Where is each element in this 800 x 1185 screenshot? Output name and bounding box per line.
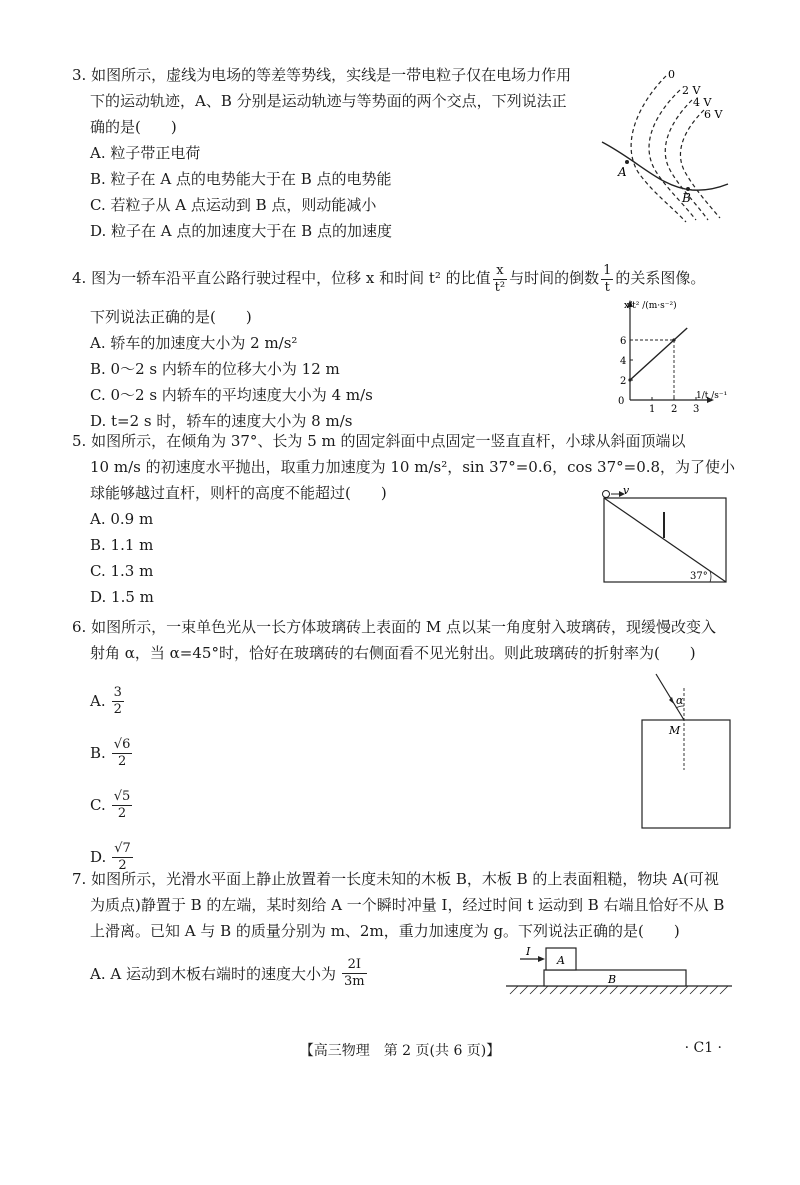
q6-stem-line: 6. 如图所示，一束单色光从一长方体玻璃砖上表面的 M 点以某一角度射入玻璃砖，现缓慢改变入 — [72, 618, 716, 636]
y-tick-label: 6 — [620, 336, 627, 347]
label-point-a: A — [618, 165, 627, 179]
label-point-b: B — [682, 191, 691, 205]
q4-stem-line-2: 下列说法正确的是( ) — [90, 308, 252, 326]
option-letter: C. — [90, 796, 106, 814]
q4-option-d: D. t=2 s 时，轿车的速度大小为 8 m/s — [90, 412, 353, 430]
q4-stem-after: 的关系图像。 — [615, 269, 706, 287]
angle-arc — [710, 571, 711, 582]
q4-option-a: A. 轿车的加速度大小为 2 m/s² — [90, 334, 298, 352]
frac-denominator: 2 — [113, 701, 122, 717]
q3-option-c: C. 若粒子从 A 点运动到 B 点，则动能减小 — [90, 196, 377, 214]
q3-stem-line: 确的是( ) — [90, 118, 177, 136]
frac-numerator: 2I — [342, 957, 367, 974]
option-letter: A. — [90, 692, 106, 710]
frac-denominator: 3m — [343, 973, 365, 989]
page-footer: 【高三物理 第 2 页(共 6 页)】 — [299, 1043, 501, 1059]
x-tick-label: 2 — [671, 404, 678, 415]
origin-label: 0 — [618, 396, 625, 407]
q4-chart — [610, 296, 740, 418]
q3-figure — [600, 62, 730, 232]
option-text: A. A 运动到木板右端时的速度大小为 — [90, 964, 336, 983]
frac-numerator: 1 — [603, 262, 612, 278]
q5-stem-line: 10 m/s 的初速度水平抛出，取重力加速度为 10 m/s²，sin 37°=0.6，cos 37°=0.8，为了使小 — [90, 458, 736, 476]
option-fraction — [342, 957, 367, 990]
q4-stem-line-1 — [72, 258, 760, 298]
label-0v: 0 — [668, 68, 675, 81]
q3-stem-line: 下的运动轨迹，A、B 分别是运动轨迹与等势面的两个交点，下列说法正 — [90, 92, 567, 110]
ball — [603, 491, 610, 498]
angle-label: 37° — [690, 571, 708, 582]
data-point — [672, 338, 675, 341]
option-fraction — [112, 737, 133, 770]
q5-option-d: D. 1.5 m — [90, 588, 154, 606]
frac-numerator: 3 — [113, 684, 122, 700]
point-m-label: M — [669, 724, 681, 737]
velocity-label: v — [623, 486, 630, 497]
x-tick-label: 1 — [649, 404, 656, 415]
option-fraction — [112, 685, 124, 718]
option-letter: D. — [90, 848, 107, 866]
frac-numerator: √5 — [113, 788, 131, 804]
impulse-arrow-head — [538, 956, 545, 962]
q3-option-d: D. 粒子在 A 点的加速度大于在 B 点的加速度 — [90, 222, 392, 240]
q4-stem-before: 4. 图为一轿车沿平直公路行驶过程中，位移 x 和时间 t² 的比值 — [72, 269, 491, 287]
label-4v: 4 V — [693, 96, 712, 109]
incident-ray-arrow — [669, 697, 674, 704]
data-point — [628, 378, 631, 381]
x-tick-label: 3 — [693, 404, 700, 415]
impulse-label: I — [526, 945, 531, 958]
q5-stem-line: 5. 如图所示，在倾角为 37°、长为 5 m 的固定斜面中点固定一竖直直杆，小球从斜面顶端以 — [72, 432, 686, 450]
option-fraction — [112, 789, 133, 822]
x-axis-label: 1/t /s⁻¹ — [696, 391, 728, 401]
alpha-label: α — [676, 694, 684, 707]
y-tick-label: 4 — [620, 356, 627, 367]
q3-option-b: B. 粒子在 A 点的电势能大于在 B 点的电势能 — [90, 170, 392, 188]
page-code: · C1 · — [684, 1040, 722, 1056]
label-6v: 6 V — [704, 108, 723, 121]
option-letter: B. — [90, 744, 106, 762]
q5-option-c: C. 1.3 m — [90, 562, 154, 580]
frac-denominator: 2 — [117, 753, 127, 769]
label-2v: 2 V — [682, 84, 701, 97]
q4-fraction-1-over-t — [601, 263, 613, 296]
q7-stem-line: 为质点)静置于 B 的左端，某时刻给 A 一个瞬时冲量 I，经过时间 t 运动到 B 右端且恰好不从 B — [90, 896, 725, 914]
q5-option-a: A. 0.9 m — [90, 510, 154, 528]
frac-numerator: √7 — [114, 840, 131, 856]
q5-stem-line: 球能够越过直杆，则杆的高度不能超过( ) — [90, 484, 387, 502]
point-a-dot — [625, 160, 629, 164]
q7-stem-line: 7. 如图所示，光滑水平面上静止放置着一长度未知的木板 B，木板 B 的上表面粗糙，物块 A(可视 — [72, 870, 719, 888]
frac-numerator: √6 — [113, 736, 131, 752]
y-axis-label: x/t² /(m·s⁻²) — [624, 301, 677, 311]
q3-option-a: A. 粒子带正电荷 — [90, 144, 201, 162]
q5-figure — [598, 486, 730, 588]
q4-option-b: B. 0～2 s 内轿车的位移大小为 12 m — [90, 360, 340, 378]
q7-stem-line: 上滑离。已知 A 与 B 的质量分别为 m、2m，重力加速度为 g。下列说法正确的是( ) — [90, 922, 680, 940]
q4-fraction-x-over-t2 — [493, 263, 507, 296]
block-a-label: A — [557, 954, 565, 967]
q6-stem-line: 射角 α，当 α=45°时，恰好在玻璃砖的右侧面看不见光射出。则此玻璃砖的折射率为( ) — [90, 644, 696, 662]
frac-denominator: 2 — [117, 805, 127, 821]
frac-denominator: t — [604, 279, 610, 295]
y-tick-label: 2 — [620, 376, 627, 387]
q4-stem-middle: 与时间的倒数 — [509, 269, 600, 287]
plank-b-label: B — [608, 973, 617, 986]
frac-denominator: 2 — [118, 857, 127, 873]
q5-option-b: B. 1.1 m — [90, 536, 154, 554]
frac-numerator: x — [493, 263, 507, 280]
frac-denominator: t² — [494, 279, 506, 295]
equipotential-line-0 — [631, 76, 686, 222]
incline-surface — [604, 498, 726, 582]
data-line — [630, 328, 687, 380]
q4-option-c: C. 0～2 s 内轿车的平均速度大小为 4 m/s — [90, 386, 373, 404]
q6-figure — [636, 670, 736, 832]
ground-hatch — [510, 986, 728, 994]
glass-brick — [642, 720, 730, 828]
q3-stem-line: 3. 如图所示，虚线为电场的等差等势线，实线是一带电粒子仅在电场力作用 — [72, 66, 572, 84]
q7-figure — [506, 944, 732, 996]
